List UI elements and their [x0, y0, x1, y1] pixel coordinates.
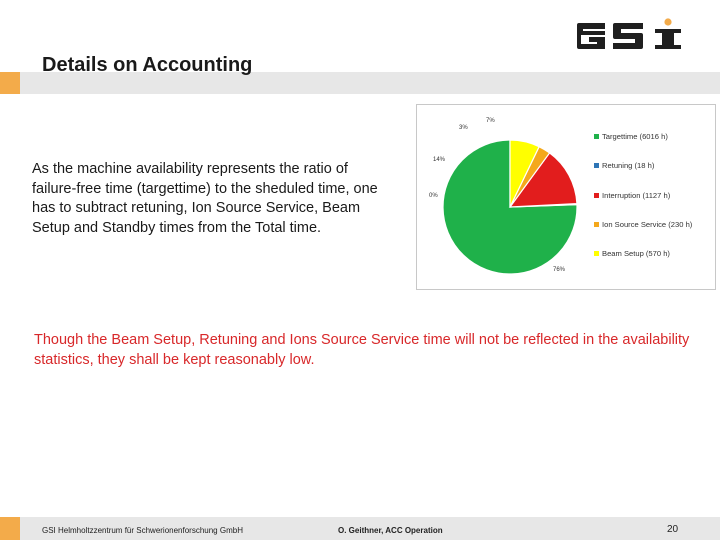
footer-author: O. Geithner, ACC Operation [338, 526, 443, 535]
pie-percent-label: 14% [433, 157, 446, 163]
legend-label: Targettime (6016 h) [602, 132, 668, 141]
pie-percent-label: 3% [459, 125, 468, 131]
legend-swatch [594, 193, 599, 198]
legend-swatch [594, 251, 599, 256]
pie-percent-label: 0% [429, 193, 438, 199]
legend-label: Ion Source Service (230 h) [602, 220, 693, 229]
legend-label: Retuning (18 h) [602, 161, 655, 170]
note-paragraph: Though the Beam Setup, Retuning and Ions Source Service time will not be reflected in the availability statistics, they shall be kept reasonably low. [34, 332, 690, 368]
legend-swatch [594, 222, 599, 227]
slide-title: Details on Accounting [42, 54, 253, 76]
legend-swatch [594, 163, 599, 168]
legend-swatch [594, 134, 599, 139]
pie-chart-figure [416, 104, 716, 290]
pie-chart [417, 105, 715, 289]
page-number: 20 [667, 524, 679, 535]
legend-label: Beam Setup (570 h) [602, 249, 670, 258]
pie-percent-label: 7% [486, 118, 495, 124]
gsi-logo [575, 18, 683, 56]
footer-accent [0, 517, 20, 540]
pie-percent-label: 76% [553, 267, 566, 273]
explanation-paragraph: As the machine availability represents the ratio of failure-free time (targettime) to the sheduled time, one has to subtract retuning, Ion Source Service, Beam Setup and Standby times from the Total time. [32, 161, 378, 236]
legend-label: Interruption (1127 h) [602, 191, 671, 200]
footer-institute: GSI Helmholtzzentrum für Schwerionenforschung GmbH [42, 526, 243, 535]
title-accent [0, 72, 20, 94]
